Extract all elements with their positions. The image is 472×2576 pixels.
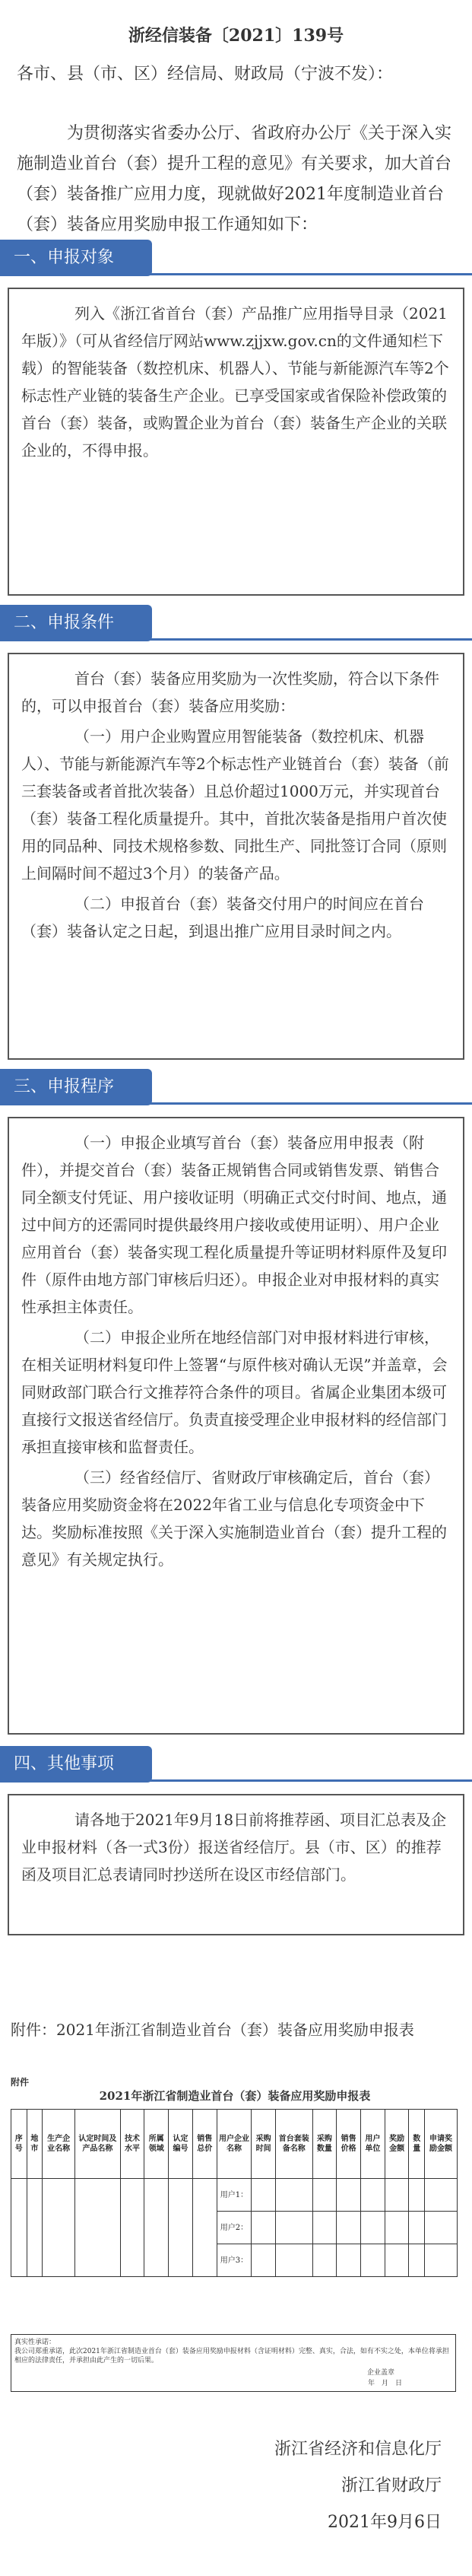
form-header-cell: 数量 (409, 2110, 425, 2179)
form-attachment-tag: 附件 (11, 2077, 30, 2088)
form-notes-date: 年 月 日 (367, 2380, 402, 2387)
addressee: 各市、县（市、区）经信局、财政局（宁波不发）： (17, 65, 394, 84)
section-3-paragraph: （一）申报企业填写首台（套）装备应用申报表（附件），并提交首台（套）装备正规销售合同或销售发票、销售合同全额支付凭证、用户接收证明（明确正式交付时间、地点，通过中间方的还需同时提供最终用户接收或使用证明）、用户企业应用首台（套）装备实现工程化质量提升等证明材料原件及复印件（原件由地方部门审核后归还）。申报企业对申报材料的真实性承担主体责任。 (21, 1134, 447, 1316)
form-user-cell: 用户2： (217, 2212, 252, 2244)
document-number: 浙经信装备〔2021〕139号 (128, 26, 344, 46)
section-box-1 (8, 288, 464, 596)
signature-org-2: 浙江省财政厅 (341, 2476, 442, 2495)
section-header-line (144, 273, 472, 275)
signature-block (274, 2431, 442, 2541)
section-box-4 (8, 1794, 464, 1935)
form-header-cell: 认定编号 (169, 2110, 193, 2179)
form-header-cell: 销售价格 (337, 2110, 361, 2179)
section-1-paragraph: 列入《浙江省首台（套）产品推广应用指导目录（2021年版）》（可从省经信厅网站www.zjjxw.gov.cn的文件通知栏下载）的智能装备（数控机床、机器人）、节能与新能源汽车等2个标志性产业链的装备生产企业。已享受国家或省保险补偿政策的首台（套）装备，或购置企业为首台（套）装备生产企业的关联企业的，不得申报。 (21, 304, 449, 460)
section-header-1 (0, 240, 472, 276)
section-header-3 (0, 1069, 472, 1105)
section-4-paragraph: 请各地于2021年9月18日前将推荐函、项目汇总表及企业申报材料（各一式3份）报送省经信厅。县（市、区）的推荐函及项目汇总表请同时抄送所在设区市经信部门。 (21, 1811, 447, 1884)
form-header-cell: 地市 (27, 2110, 43, 2179)
section-header-line (144, 1779, 472, 1782)
form-notes (11, 2334, 456, 2392)
form-header-cell: 采购时间 (252, 2110, 276, 2179)
section-title-3: 三、申报程序 (14, 1077, 115, 1096)
form-header-cell: 认定时间及产品名称 (75, 2110, 121, 2179)
attachment-form-image (11, 2075, 459, 2403)
section-title-4: 四、其他事项 (14, 1754, 115, 1773)
form-user-cell: 用户1： (217, 2179, 252, 2212)
form-header-cell: 申请奖励金额 (425, 2110, 458, 2179)
form-notes-label: 真实性承诺： (14, 2339, 56, 2346)
section-title-1: 一、申报对象 (14, 248, 115, 267)
section-header-2 (0, 605, 472, 641)
signature-org-1: 浙江省经济和信息化厅 (274, 2440, 442, 2459)
form-header-cell: 所属领域 (144, 2110, 169, 2179)
section-header-line (144, 1102, 472, 1105)
form-header-cell: 用户单位 (360, 2110, 385, 2179)
form-header-cell: 序号 (11, 2110, 27, 2179)
section-2-paragraph: （一）用户企业购置应用智能装备（数控机床、机器人）、节能与新能源汽车等2个标志性产业链首台（套）装备（前三套装备或者首批次装备）且总价超过1000万元，并实现首台（套）装备工程化质量提升。其中，首批次装备是指用户首次使用的同品种、同技术规格参数、同批生产、同批签订合同（原则上间隔时间不超过3个月）的装备产品。 (21, 727, 449, 883)
form-header-row (11, 2110, 458, 2179)
section-box-2 (8, 653, 464, 1060)
form-notes-text: 我公司郑重承诺，此次2021年浙江省制造业首台（套）装备应用奖励申报材料（含证明材料）完整、真实，合法，如有不实之处，本单位将承担相应的法律责任，并承担由此产生的一切后果。 (14, 2348, 449, 2365)
attachment-label: 附件：2021年浙江省制造业首台（套）装备应用奖励申报表 (11, 2021, 414, 2039)
application-form-table (11, 2109, 458, 2277)
section-2-paragraph: 首台（套）装备应用奖励为一次性奖励，符合以下条件的，可以申报首台（套）装备应用奖励： (21, 669, 439, 715)
section-title-2: 二、申报条件 (14, 613, 115, 632)
section-3-paragraph: （二）申报企业所在地经信部门对申报材料进行审核，在相关证明材料复印件上签署“与原件核对确认无误”并盖章，会同财政部门联合行文推荐符合条件的项目。省属企业集团本级可直接行文报送省经信厅。负责直接受理企业申报材料的经信部门承担直接审核和监督责任。 (21, 1328, 448, 1456)
intro-paragraph: 为贯彻落实省委办公厅、省政府办公厅《关于深入实施制造业首台（套）提升工程的意见》有关要求，加大首台（套）装备推广应用力度，现就做好2021年度制造业首台（套）装备应用奖励申报工作通知如下： (17, 124, 452, 234)
section-header-4 (0, 1746, 472, 1783)
form-header-cell: 技术水平 (120, 2110, 144, 2179)
signature-date: 2021年9月6日 (328, 2513, 442, 2532)
section-2-paragraph: （二）申报首台（套）装备交付用户的时间应在首台（套）装备认定之日起，到退出推广应用目录时间之内。 (21, 895, 424, 940)
form-header-cell: 首台套装备名称 (276, 2110, 312, 2179)
form-row (11, 2179, 458, 2212)
section-3-paragraph: （三）经省经信厅、省财政厅审核确定后，首台（套）装备应用奖励资金将在2022年省工业与信息化专项资金中下达。奖励标准按照《关于深入实施制造业首台（套）提升工程的意见》有关规定执行。 (21, 1468, 447, 1569)
form-header-cell: 销售总价 (192, 2110, 217, 2179)
form-title: 2021年浙江省制造业首台（套）装备应用奖励申报表 (99, 2089, 371, 2103)
form-header-cell: 用户企业名称 (217, 2110, 252, 2179)
form-header-cell: 采购数量 (312, 2110, 337, 2179)
section-box-3 (8, 1117, 464, 1735)
section-header-line (144, 638, 472, 641)
form-user-cell: 用户3： (217, 2244, 252, 2277)
form-header-cell: 生产企业名称 (43, 2110, 75, 2179)
form-notes-sign: 企业盖章 (366, 2369, 394, 2377)
form-header-cell: 奖励金额 (385, 2110, 409, 2179)
